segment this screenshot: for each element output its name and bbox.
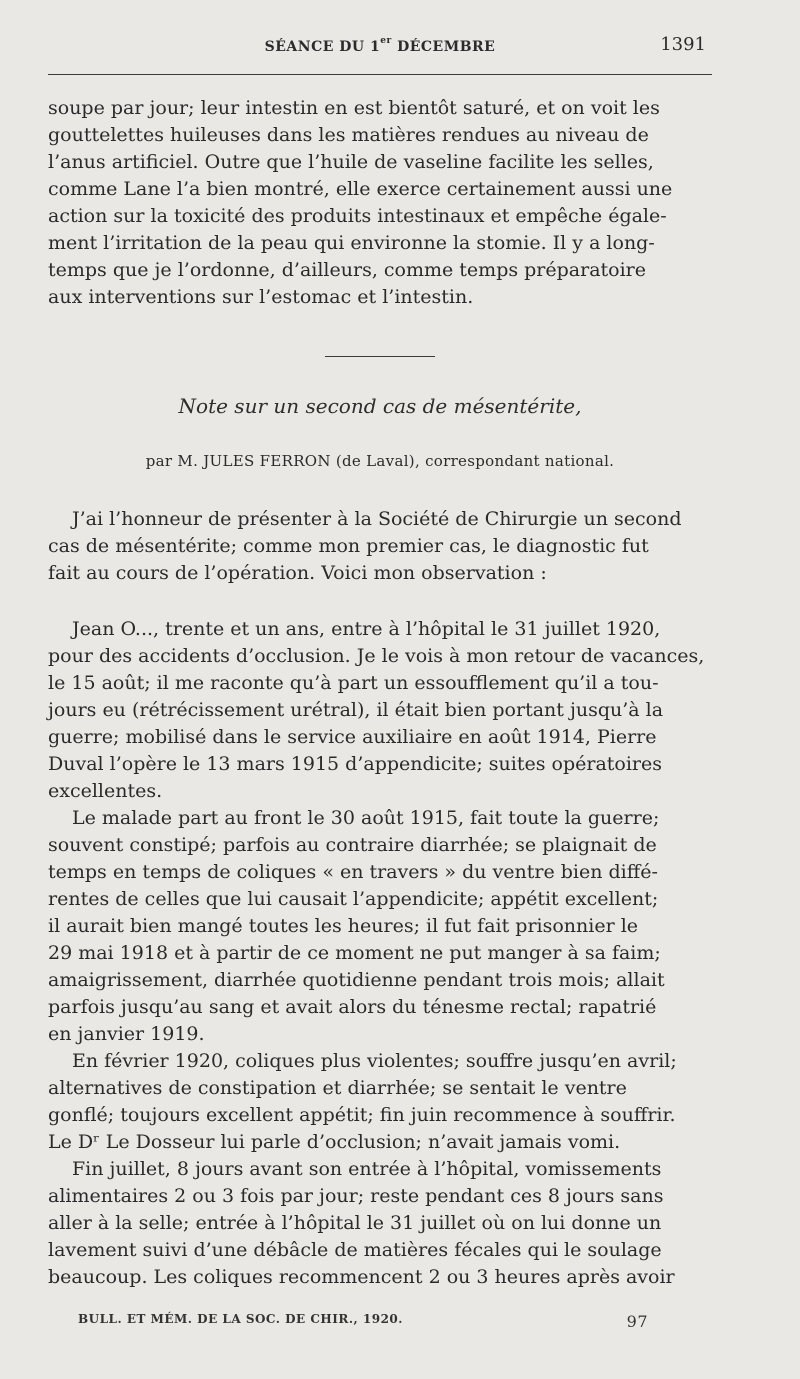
text-line: beaucoup. Les coliques recommencent 2 ou 3 heures après avoir bbox=[48, 1266, 675, 1288]
running-title bbox=[264, 36, 496, 55]
text-line: en janvier 1919. bbox=[48, 1023, 205, 1045]
text-line: Duval l’opère le 13 mars 1915 d’appendicite; suites opératoires bbox=[48, 753, 662, 775]
text-line: gouttelettes huileuses dans les matières rendues au niveau de bbox=[48, 124, 649, 146]
text-line: lavement suivi d’une débâcle de matières fécales qui le soulage bbox=[48, 1239, 662, 1261]
paragraph bbox=[48, 95, 712, 311]
text-line: alimentaires 2 ou 3 fois par jour; reste pendant ces 8 jours sans bbox=[48, 1185, 664, 1207]
observation-paragraph-1 bbox=[48, 616, 712, 805]
text-line: amaigrissement, diarrhée quotidienne pendant trois mois; allait bbox=[48, 969, 665, 991]
text-line: guerre; mobilisé dans le service auxiliaire en août 1914, Pierre bbox=[48, 726, 657, 748]
text-line: jours eu (rétrécissement urétral), il était bien portant jusqu’à la bbox=[48, 699, 664, 721]
running-title-end: DÉCEMBRE bbox=[391, 39, 496, 55]
opening-paragraph bbox=[48, 95, 712, 311]
running-header bbox=[48, 34, 712, 60]
text-line: comme Lane l’a bien montré, elle exerce certainement aussi une bbox=[48, 178, 673, 200]
text-line: Jean O..., trente et un ans, entre à l’hôpital le 31 juillet 1920, bbox=[72, 618, 661, 640]
running-title-superscript: er bbox=[380, 36, 392, 46]
article-title: Note sur un second cas de mésentérite, bbox=[178, 394, 582, 418]
text-line: J’ai l’honneur de présenter à la Société de Chirurgie un second bbox=[72, 508, 682, 530]
text-line: aux interventions sur l’estomac et l’intestin. bbox=[48, 286, 474, 308]
text-line: rentes de celles que lui causait l’appendicite; appétit excellent; bbox=[48, 888, 659, 910]
observation-paragraph-3 bbox=[48, 1048, 712, 1156]
observation-paragraph-2 bbox=[48, 805, 712, 1048]
intro-paragraph bbox=[48, 506, 712, 587]
section-separator bbox=[325, 356, 435, 357]
text-line: aller à la selle; entrée à l’hôpital le 31 juillet où on lui donne un bbox=[48, 1212, 662, 1234]
article-byline: par M. JULES FERRON (de Laval), correspondant national. bbox=[145, 452, 615, 470]
text-line: soupe par jour; leur intestin en est bientôt saturé, et on voit les bbox=[48, 97, 660, 119]
text-line: temps que je l’ordonne, d’ailleurs, comme temps préparatoire bbox=[48, 259, 647, 281]
text-line: pour des accidents d’occlusion. Je le vois à mon retour de vacances, bbox=[48, 645, 705, 667]
running-title-main: SÉANCE DU 1 bbox=[264, 39, 381, 55]
text-line: 29 mai 1918 et à partir de ce moment ne put manger à sa faim; bbox=[48, 942, 661, 964]
text-line: fait au cours de l’opération. Voici mon observation : bbox=[48, 562, 547, 584]
header-rule bbox=[48, 74, 712, 75]
observation-section bbox=[48, 616, 712, 1291]
text-line: Le malade part au front le 30 août 1915, fait toute la guerre; bbox=[72, 807, 660, 829]
text-line: il aurait bien mangé toutes les heures; il fut fait prisonnier le bbox=[48, 915, 639, 937]
text-line: gonflé; toujours excellent appétit; fin juin recommence à souffrir. bbox=[48, 1104, 676, 1126]
text-line: En février 1920, coliques plus violentes; souffre jusqu’en avril; bbox=[72, 1050, 677, 1072]
text-line: Fin juillet, 8 jours avant son entrée à l’hôpital, vomissements bbox=[72, 1158, 662, 1180]
text-line: temps en temps de coliques « en travers » du ventre bien diffé- bbox=[48, 861, 658, 883]
text-line: alternatives de constipation et diarrhée; se sentait le ventre bbox=[48, 1077, 627, 1099]
observation-paragraph-4 bbox=[48, 1156, 712, 1291]
signature-number: 97 bbox=[626, 1312, 648, 1331]
text-line: action sur la toxicité des produits intestinaux et empêche égale- bbox=[48, 205, 667, 227]
page-footer bbox=[78, 1312, 648, 1334]
page-number: 1391 bbox=[660, 34, 706, 55]
journal-citation: BULL. ET MÉM. DE LA SOC. DE CHIR., 1920. bbox=[78, 1312, 403, 1326]
text-line: parfois jusqu’au sang et avait alors du ténesme rectal; rapatrié bbox=[48, 996, 657, 1018]
text-line: l’anus artificiel. Outre que l’huile de vaseline facilite les selles, bbox=[48, 151, 654, 173]
text-line: le 15 août; il me raconte qu’à part un essoufflement qu’il a tou- bbox=[48, 672, 659, 694]
paragraph bbox=[48, 506, 712, 587]
text-line: souvent constipé; parfois au contraire diarrhée; se plaignait de bbox=[48, 834, 657, 856]
text-line: ment l’irritation de la peau qui environne la stomie. Il y a long- bbox=[48, 232, 655, 254]
text-line: excellentes. bbox=[48, 780, 163, 802]
text-line: Le Dʳ Le Dosseur lui parle d’occlusion; n’avait jamais vomi. bbox=[48, 1131, 621, 1153]
text-line: cas de mésentérite; comme mon premier cas, le diagnostic fut bbox=[48, 535, 649, 557]
